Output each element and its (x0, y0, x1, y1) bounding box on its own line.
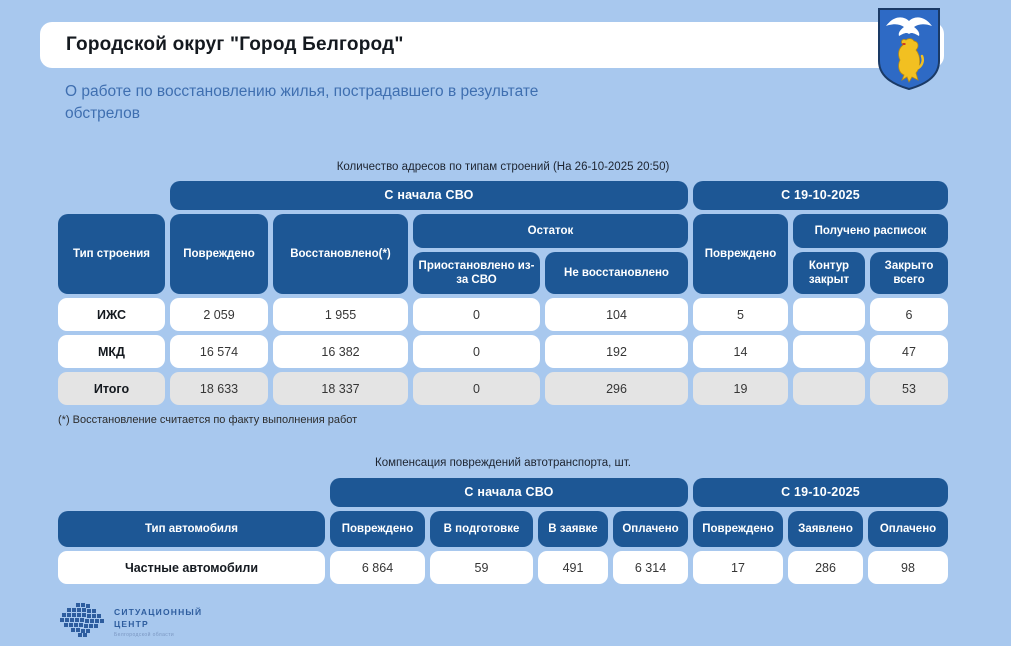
cell-cars-declared: 286 (788, 551, 863, 584)
col-header-v-damaged: Повреждено (330, 511, 425, 547)
col-header-damaged-week: Повреждено (693, 214, 788, 294)
col-header-not-restored: Не восстановлено (545, 252, 688, 294)
col-header-remainder: Остаток (413, 214, 688, 248)
restoration-footnote: (*) Восстановление считается по факту выполнения работ (58, 414, 358, 426)
col-header-vehicle-type: Тип автомобиля (58, 511, 325, 547)
cell-mkd-damaged-week: 14 (693, 335, 788, 368)
vehicles-band-since-svo: С начала СВО (330, 478, 688, 507)
row-izhs-label: ИЖС (58, 298, 165, 331)
col-header-v-in-preparation: В подготовке (430, 511, 533, 547)
page-subtitle: О работе по восстановлению жилья, пострадавшего в результате обстрелов (65, 83, 539, 122)
page-title: Городской округ "Город Белгород" (66, 34, 404, 55)
logo-line-2: ЦЕНТР (114, 618, 149, 629)
buildings-band-since-svo: С начала СВО (170, 181, 688, 210)
cell-mkd-not-restored: 192 (545, 335, 688, 368)
cell-cars-paid-week: 98 (868, 551, 948, 584)
vehicles-band-since-date: С 19-10-2025 (693, 478, 948, 507)
cell-total-suspended: 0 (413, 372, 540, 405)
col-header-v-damaged-week: Повреждено (693, 511, 783, 547)
cell-mkd-closed-total: 47 (870, 335, 948, 368)
row-private-cars-label: Частные автомобили (58, 551, 325, 584)
vehicles-table (58, 478, 948, 584)
cell-total-damaged-week: 19 (693, 372, 788, 405)
col-header-restored: Восстановлено(*) (273, 214, 408, 294)
cell-izhs-damaged: 2 059 (170, 298, 268, 331)
cell-izhs-not-restored: 104 (545, 298, 688, 331)
col-header-v-in-application: В заявке (538, 511, 608, 547)
cell-mkd-contour-closed (793, 335, 865, 368)
col-header-damaged: Повреждено (170, 214, 268, 294)
buildings-table-title: Количество адресов по типам строений (На 26-10-2025 20:50) (336, 161, 670, 173)
col-header-receipts: Получено расписок (793, 214, 948, 248)
col-header-suspended-svo: Приостановлено из-за СВО (413, 252, 540, 294)
cell-izhs-damaged-week: 5 (693, 298, 788, 331)
cell-mkd-restored: 16 382 (273, 335, 408, 368)
cell-total-damaged: 18 633 (170, 372, 268, 405)
cell-total-closed-total: 53 (870, 372, 948, 405)
belgorod-coat-of-arms-icon (876, 7, 942, 91)
vehicles-table-title: Компенсация повреждений автотранспорта, шт. (375, 457, 631, 469)
cell-mkd-suspended: 0 (413, 335, 540, 368)
situation-center-logo (60, 602, 202, 643)
header-bar (40, 22, 944, 68)
buildings-table (58, 181, 948, 405)
buildings-band-since-date: С 19-10-2025 (693, 181, 948, 210)
logo-line-1: СИТУАЦИОННЫЙ (114, 607, 203, 618)
cell-total-not-restored: 296 (545, 372, 688, 405)
cell-izhs-closed-total: 6 (870, 298, 948, 331)
col-header-v-paid: Оплачено (613, 511, 688, 547)
cell-total-restored: 18 337 (273, 372, 408, 405)
cell-total-contour-closed (793, 372, 865, 405)
cell-izhs-restored: 1 955 (273, 298, 408, 331)
col-header-closed-total: Закрыто всего (870, 252, 948, 294)
row-total-label: Итого (58, 372, 165, 405)
row-mkd-label: МКД (58, 335, 165, 368)
cell-izhs-suspended: 0 (413, 298, 540, 331)
cell-cars-damaged-week: 17 (693, 551, 783, 584)
cell-mkd-damaged: 16 574 (170, 335, 268, 368)
col-header-building-type: Тип строения (58, 214, 165, 294)
cell-izhs-contour-closed (793, 298, 865, 331)
cell-cars-in-preparation: 59 (430, 551, 533, 584)
region-map-icon (60, 602, 105, 643)
col-header-v-paid-week: Оплачено (868, 511, 948, 547)
logo-text-block (114, 607, 202, 638)
col-header-contour-closed: Контур закрыт (793, 252, 865, 294)
cell-cars-paid: 6 314 (613, 551, 688, 584)
cell-cars-damaged: 6 864 (330, 551, 425, 584)
col-header-v-declared: Заявлено (788, 511, 863, 547)
cell-cars-in-application: 491 (538, 551, 608, 584)
logo-subline: Белгородской области (114, 631, 175, 638)
